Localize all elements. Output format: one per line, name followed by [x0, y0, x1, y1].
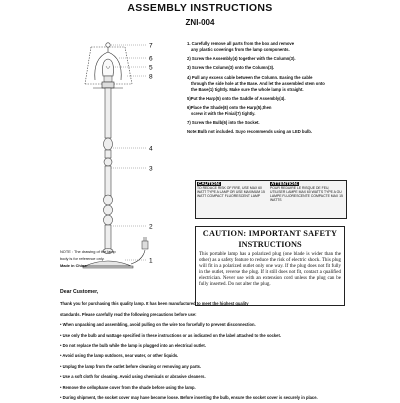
step-1-line-1: 1. Carefully remove all parts from the box and remove	[187, 41, 295, 46]
callout-2-column: 2	[149, 223, 153, 231]
lamp-diagram	[55, 38, 185, 278]
step-5	[187, 96, 357, 102]
step-4	[187, 75, 357, 93]
callout-4-assembly: 4	[149, 145, 153, 153]
power-plug	[142, 241, 148, 249]
letter-line: • Use only the bulb and wattage specified in these instructions or as indicated on the label attached to the socket.	[60, 332, 281, 338]
letter-line: • Avoid using the lamp outdoors, near water, or other liquids.	[60, 353, 179, 359]
step-6	[187, 105, 357, 117]
letter-line: • When unpacking and assembling, avoid pulling on the wire too forcefully to prevent disconnection.	[60, 322, 256, 328]
letter-line: standards. Please carefully read the following precautions before use:	[60, 311, 197, 317]
caution-body: This portable lamp has a polarized plug (one blade is wider than the other) as a safety feature to reduce the risk of electric shock. This plug will fit in a polarized outlet only one way. If the plug does not fit fully in the outlet, reverse the plug. If it still does not fit, contact a qualified electrician. Never use with an extension cord unless the plug can be fully inserted. Do not alter the plug.	[199, 252, 341, 288]
step-5-line-1: 5)Put the Harp(5) onto the Saddle of Assembly(4).	[187, 95, 286, 101]
letter-line: • During shipment, the socket cover may have become loose. Before inserting the bulb, ensure the socket cover is securely in place.	[60, 395, 318, 401]
lamp-finial	[106, 43, 110, 52]
warning-heading-en: CAUTION:	[198, 181, 221, 186]
step-3-line-1: 3) Screw the Column(3) onto the Column(3).	[187, 65, 275, 71]
callout-5-harp: 5	[149, 64, 153, 72]
warning-heading-fr: ATTENTION:	[271, 181, 299, 186]
step-1	[187, 41, 357, 53]
step-2-line-1: 2) Screw the Assembly(4) together with the Column(3).	[187, 56, 296, 62]
step-7	[187, 120, 357, 126]
lamp-socket	[102, 82, 114, 88]
footnote-line-2: body is for reference only.	[60, 256, 105, 261]
warning-text-fr: POUR REDUIRE LE RISQUE DE FEU, UTILISER LAMPE MAX 60 WATTS TYPE A OU LAMPE FLUORESCENTE COMPACTE MAX 15 WATTS	[270, 186, 343, 202]
made-in-label: Made in China	[60, 263, 87, 268]
footnote-line-1: NOTE : The drawing of the lamp	[60, 249, 116, 254]
lamp-stem	[103, 88, 113, 254]
callout-7-finial: 7	[149, 42, 153, 50]
callout-8-shade: 8	[149, 73, 153, 81]
letter-line: • Unplug the lamp from the outlet before cleaning or removing any parts.	[60, 363, 202, 369]
step-6-line-1: 6)Place the Shade(8) onto the Harp(5),then	[187, 104, 272, 110]
step-1-line-2: any plastic coverings from the lamp components.	[191, 47, 290, 52]
caution-subheading: INSTRUCTIONS	[238, 240, 302, 249]
customer-letter	[60, 287, 390, 403]
diagram-footnote	[60, 248, 116, 269]
document-title: ASSEMBLY INSTRUCTIONS	[127, 2, 273, 14]
letter-greeting: Dear Customer,	[60, 289, 99, 295]
step-4-line-3: the Base(1) tightly. Make sure the whole lamp is straight.	[191, 86, 304, 92]
letter-line: • Remove the cellophane cover from the shade before using the lamp.	[60, 384, 196, 390]
warning-text-en: TO REDUCE RISK OF FIRE, USE MAX 60 WATT TYPE A LAMP OR USE MAXIMUM 15 WATT COMPACT FLUORESCENT LAMP	[197, 186, 265, 198]
model-number: ZNI-004	[185, 18, 215, 27]
step-4-line-1: 4) Pull any excess cable between the Column. Easing the cable	[187, 74, 313, 80]
step-4-line-2: through the side hole at the Base. And let the assembled stem onto	[191, 80, 325, 86]
callout-6-bulb: 6	[149, 55, 153, 63]
step-2	[187, 56, 357, 62]
callout-1-base: 1	[149, 257, 153, 265]
step-3	[187, 65, 357, 71]
power-cord	[131, 250, 145, 264]
step-6-line-2: screw it with the Finial(7) tightly.	[191, 110, 256, 116]
bulb-note: Note:Bulb not included. Suyo recommends using an LED bulb.	[187, 129, 312, 135]
assembly-steps	[187, 41, 357, 139]
callout-3-column: 3	[149, 165, 153, 173]
warning-label-french	[270, 182, 343, 215]
letter-line: Thank you for purchasing this quality lamp. It has been manufactured to meet the highest quality	[60, 301, 249, 307]
caution-heading: CAUTION: IMPORTANT SAFETY	[202, 229, 338, 238]
letter-line: • Do not replace the bulb while the lamp is plugged into an electrical outlet.	[60, 343, 206, 349]
step-7-line-1: 7) Screw the Bulb(6) into the Socket.	[187, 120, 260, 126]
letter-line: • Use a soft cloth for cleaning. Avoid using chemicals or abrasive cleaners.	[60, 374, 206, 380]
lamp-bulb	[103, 59, 114, 82]
warning-label-english	[197, 182, 267, 215]
